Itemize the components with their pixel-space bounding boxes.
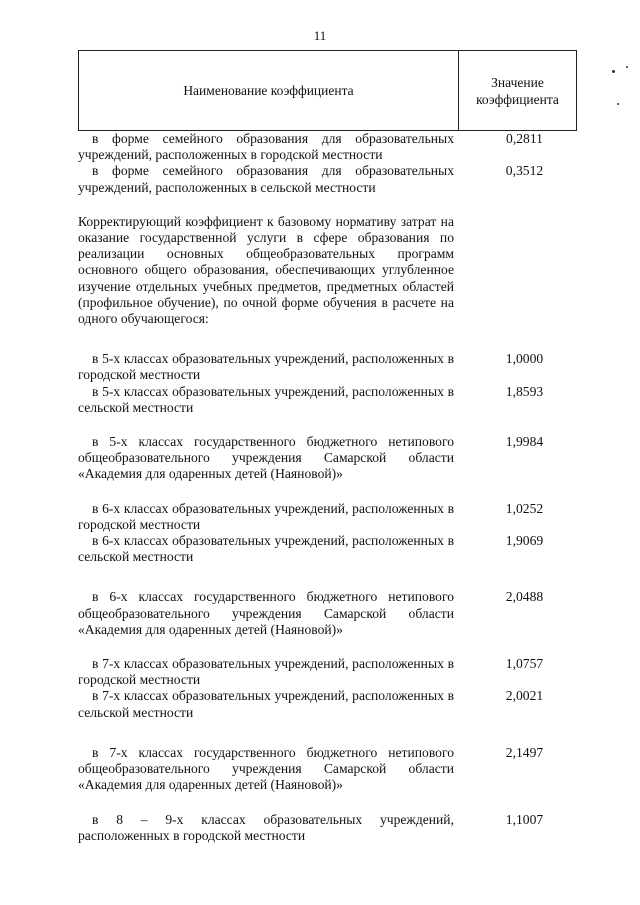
- row-value: 1,0000: [505, 351, 544, 367]
- table-row: [78, 131, 577, 163]
- table-row-section-heading: [78, 214, 577, 327]
- row-text: в 5-х классах государственного бюджетного нетипового общеобразовательного учреждения Самарской области «Академия для одаренных детей (Наяновой)»: [78, 434, 454, 482]
- table-row: [78, 812, 577, 844]
- column-header-value-line1: Значение: [491, 74, 544, 90]
- column-header-value: [459, 51, 576, 130]
- row-value: 1,0757: [505, 656, 544, 672]
- scan-speck: [617, 103, 619, 105]
- table-body: [78, 131, 577, 844]
- row-text: в форме семейного образования для образовательных учреждений, расположенных в городской местности: [78, 131, 454, 163]
- row-text: в 8 – 9-х классах образовательных учреждений, расположенных в городской местности: [78, 811, 454, 843]
- row-text: в 7-х классах образовательных учреждений, расположенных в городской местности: [78, 656, 454, 688]
- table-row: [78, 589, 577, 638]
- row-text: в 5-х классах образовательных учреждений, расположенных в городской местности: [78, 351, 454, 383]
- table-row: [78, 163, 577, 195]
- table-row: [78, 745, 577, 794]
- scan-speck: [626, 66, 628, 68]
- row-text: в 7-х классах образовательных учреждений, расположенных в сельской местности: [78, 688, 454, 720]
- column-header-value-line2: коэффициента: [476, 91, 559, 107]
- table-row: [78, 501, 577, 533]
- row-value: 1,9984: [505, 434, 544, 450]
- row-value: 1,0252: [505, 500, 544, 516]
- row-text: в 6-х классах образовательных учреждений, расположенных в городской местности: [78, 500, 454, 532]
- row-value: 1,1007: [505, 811, 544, 827]
- table-row: [78, 434, 577, 483]
- row-text: в 6-х классах государственного бюджетного нетипового общеобразовательного учреждения Самарской области «Академия для одаренных детей (Наяновой)»: [78, 589, 454, 637]
- table-header: [78, 50, 577, 131]
- row-text: в 7-х классах государственного бюджетного нетипового общеобразовательного учреждения Самарской области «Академия для одаренных детей (Наяновой)»: [78, 744, 454, 793]
- table-row: [78, 688, 577, 720]
- row-value: 1,8593: [505, 383, 544, 399]
- table-row: [78, 533, 577, 565]
- row-text: в 5-х классах образовательных учреждений, расположенных в сельской местности: [78, 383, 454, 415]
- row-value: 0,3512: [505, 163, 544, 179]
- row-value: 1,9069: [505, 533, 544, 549]
- column-header-name: Наименование коэффициента: [79, 51, 459, 130]
- table-row: [78, 656, 577, 688]
- scan-speck: [612, 70, 615, 73]
- row-text: в 6-х классах образовательных учреждений, расположенных в сельской местности: [78, 533, 454, 565]
- row-value: 2,0488: [505, 589, 544, 605]
- row-value: 2,1497: [505, 744, 544, 760]
- table-row: [78, 351, 577, 383]
- section-heading-text: Корректирующий коэффициент к базовому нормативу затрат на оказание государственной услуги в сфере образования по реализации основных общеобразовательных программ основного общего образования, обеспечивающих углубленное изучение отдельных учебных предметов, предметных областей (профильное обучение), по очной форме обучения в расчете на одного обучающегося:: [78, 213, 454, 327]
- row-text: в форме семейного образования для образовательных учреждений, расположенных в сельской местности: [78, 163, 454, 195]
- page-number: 11: [313, 28, 327, 43]
- table-row: [78, 384, 577, 416]
- row-value: 0,2811: [506, 131, 543, 146]
- row-value: 2,0021: [505, 688, 544, 704]
